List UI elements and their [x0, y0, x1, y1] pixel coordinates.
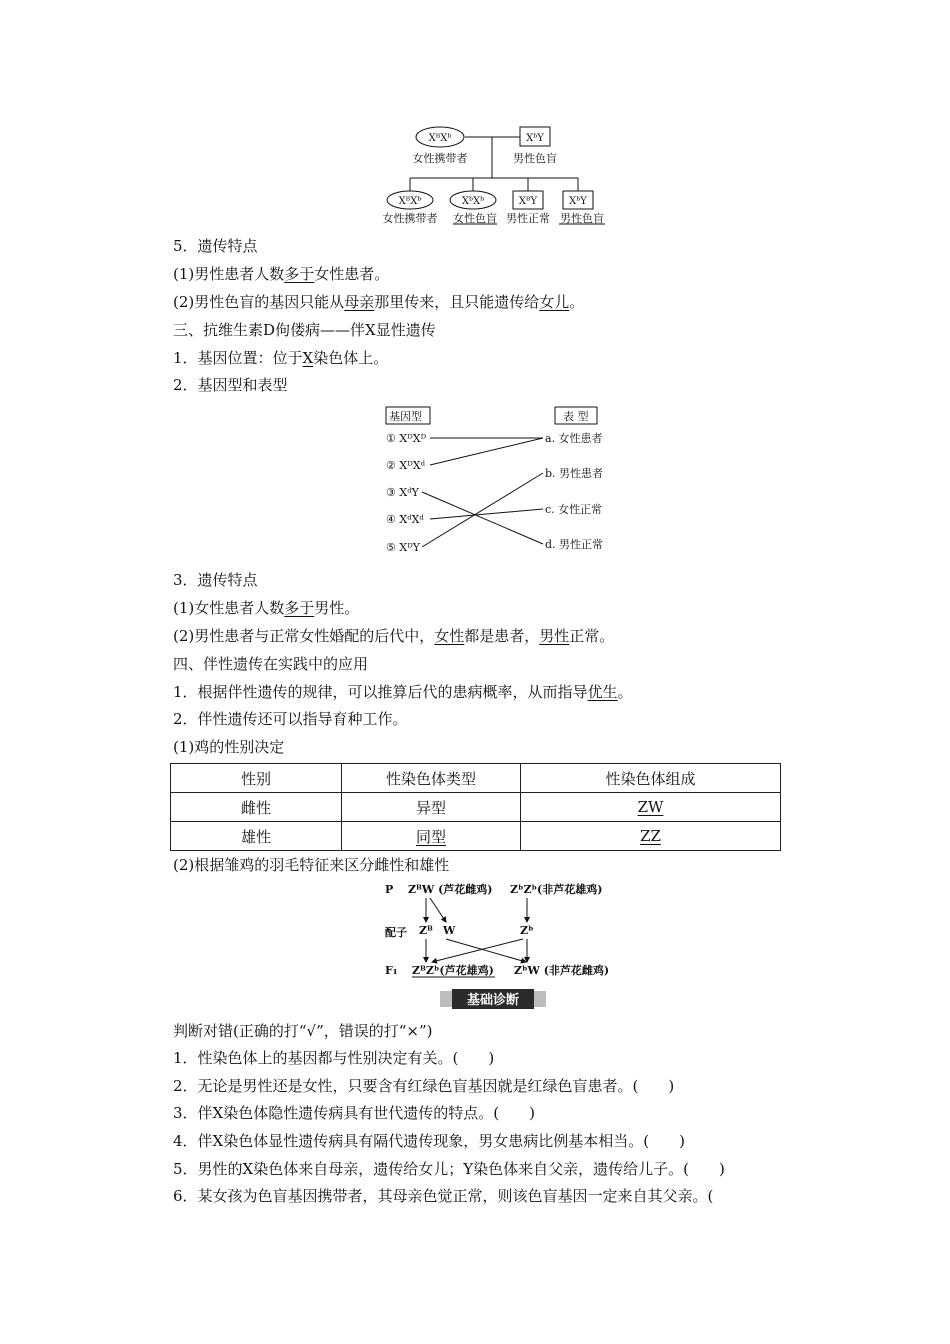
paragraph: (2)男性色盲的基因只能从母亲那里传来，且只能遗传给女儿。 — [173, 293, 585, 311]
paragraph: 2．伴性遗传还可以指导育种工作。 — [173, 710, 408, 728]
genotype-phenotype-diagram — [0, 400, 950, 560]
father-label: 男性色盲 — [513, 152, 557, 165]
gamete: Zᵇ — [520, 924, 534, 937]
phenotype-item: a. 女性患者 — [545, 432, 603, 445]
table-cell: 同型 — [342, 822, 521, 851]
mother-label: 女性携带者 — [412, 152, 468, 165]
offspring: ZᴮZᵇ(芦花雄鸡) — [412, 964, 494, 977]
paragraph: (1)男性患者人数多于女性患者。 — [173, 265, 390, 283]
gamete: W — [443, 924, 456, 937]
genotype-item: ③ XᵈY — [386, 486, 419, 499]
section-heading: 5．遗传特点 — [173, 237, 258, 255]
child-genotype: XᵇXᵇ — [461, 196, 485, 207]
genotype-header: 基因型 — [389, 410, 422, 423]
paragraph: 1．基因位置：位于X染色体上。 — [173, 349, 389, 367]
paragraph: (1)女性患者人数多于男性。 — [173, 599, 360, 617]
question-item: 4．伴X染色体显性遗传病具有隔代遗传现象，男女患病比例基本相当。( ) — [173, 1132, 685, 1150]
section-title: 三、抗维生素D佝偻病——伴X显性遗传 — [173, 321, 436, 339]
table-row — [171, 822, 781, 851]
table-cell: 异型 — [342, 793, 521, 822]
table-header-row — [171, 764, 781, 793]
section-title: 四、伴性遗传在实践中的应用 — [173, 655, 369, 673]
gamete-label: 配子 — [385, 926, 407, 939]
sex-determination-table — [170, 763, 781, 851]
female-parent: ZᴮW (芦花雌鸡) — [408, 883, 493, 896]
table-header: 性染色体组成 — [521, 764, 781, 793]
table-header: 性别 — [171, 764, 342, 793]
phenotype-item: b. 男性患者 — [545, 467, 604, 480]
genotype-item: ② XᴰXᵈ — [386, 459, 425, 472]
child-label: 女性携带者 — [382, 212, 438, 225]
phenotype-item: d. 男性正常 — [545, 538, 604, 551]
paragraph: 2．基因型和表型 — [173, 376, 288, 394]
paragraph: (1)鸡的性别决定 — [173, 738, 285, 756]
male-parent: ZᵇZᵇ(非芦花雄鸡) — [510, 883, 603, 896]
child-genotype: XᵇY — [569, 196, 587, 207]
pedigree-diagram — [0, 0, 950, 232]
table-cell: ZW — [521, 793, 781, 822]
paragraph: 1．根据伴性遗传的规律，可以推算后代的患病概率，从而指导优生。 — [173, 683, 633, 701]
mother-genotype: XᴮXᵇ — [428, 133, 452, 144]
f1-label: F₁ — [385, 964, 398, 977]
genotype-item: ⑤ XᴰY — [386, 541, 421, 554]
offspring: ZᵇW (非芦花雌鸡) — [514, 964, 610, 977]
paragraph: (2)根据雏鸡的羽毛特征来区分雌性和雄性 — [173, 856, 450, 874]
child-genotype: XᴮXᵇ — [398, 196, 422, 207]
genotype-item: ① XᴰXᴰ — [386, 432, 427, 445]
chick-cross-diagram — [0, 878, 950, 988]
section-heading: 3．遗传特点 — [173, 571, 258, 589]
table-header: 性染色体类型 — [342, 764, 521, 793]
question-item: 3．伴X染色体隐性遗传病具有世代遗传的特点。( ) — [173, 1104, 535, 1122]
banner-title: 基础诊断 — [466, 993, 520, 1008]
question-item: 6．某女孩为色盲基因携带者，其母亲色觉正常，则该色盲基因一定来自其父亲。( — [173, 1187, 714, 1205]
paragraph: (2)男性患者与正常女性婚配的后代中，女性都是患者，男性正常。 — [173, 627, 615, 645]
section-banner — [440, 989, 546, 1009]
question-item: 2．无论是男性还是女性，只要含有红绿色盲基因就是红绿色盲患者。( ) — [173, 1077, 675, 1095]
table-row — [171, 793, 781, 822]
table-cell: ZZ — [521, 822, 781, 851]
child-genotype: XᴮY — [518, 196, 538, 207]
genotype-item: ④ XᵈXᵈ — [386, 513, 424, 526]
child-label: 男性色盲 — [560, 212, 604, 225]
father-genotype: XᵇY — [526, 133, 544, 144]
phenotype-header: 表 型 — [563, 410, 589, 423]
table-cell: 雄性 — [171, 822, 342, 851]
p-label: P — [385, 883, 394, 896]
table-cell: 雌性 — [171, 793, 342, 822]
child-label: 女性色盲 — [453, 212, 497, 225]
gamete: Zᴮ — [419, 924, 433, 937]
phenotype-item: c. 女性正常 — [545, 503, 603, 516]
child-label: 男性正常 — [506, 212, 550, 225]
question-item: 5．男性的X染色体来自母亲，遗传给女儿；Y染色体来自父亲，遗传给儿子。( ) — [173, 1160, 725, 1178]
question-item: 1．性染色体上的基因都与性别决定有关。( ) — [173, 1049, 495, 1067]
instructions: 判断对错(正确的打“√”，错误的打“×”) — [173, 1022, 433, 1040]
